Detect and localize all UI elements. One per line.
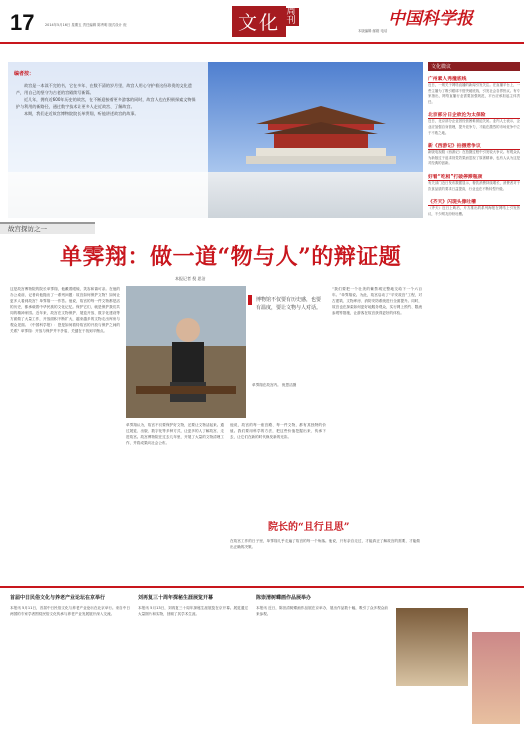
bottom-article-text: 本报讯 近日，陈崇清树蝶画作品展在京举办，展出作品数十幅，吸引了众多观众前来参观。 <box>256 606 388 616</box>
bottom-article-title: 刘再复三十周年探秘生涯展览开幕 <box>138 595 214 601</box>
bottom-article-text: 本报讯 5月13日，刘再复三十周年探秘生涯展览在京开幕。展览通过大量图片和实物，回顾了其学术生涯。 <box>138 606 248 616</box>
palace-building-icon <box>246 102 396 164</box>
editor-line: 本版编辑 邮箱 电话 <box>358 29 388 33</box>
sidebar-item <box>428 198 520 217</box>
artwork-photo <box>396 608 468 686</box>
article-column-3: 他说，故宫的每一座宫殿、每一件文物，都有其独特的价值。我们要用科学的方法，把这些价值挖掘出来、传承下去，让它们在新的时代焕发新的光彩。 <box>230 423 326 439</box>
sidebar-item-text: 《齐天》近日上映后，片方推出的系列海报在网络上引发热议，不少网友纷纷吐槽。 <box>428 206 520 216</box>
sidebar-item-text: 近日，一则关于网络直播的新闻引发关注。在直播平台上，一些主播为了吸引眼球不惜突破底线，引发社会各界热议。有专家指出，网络直播行业需要加强规范，平台应承担起主体责任。 <box>428 83 520 104</box>
sidebar-item <box>428 75 520 105</box>
eyebrow-label: 故宫探访之一 <box>8 225 47 233</box>
sidebar-item-text: 近日，北京部分企业因经营困难被迫关闭。业内人士表示，企业应加强自身管理，提升竞争力，才能在激烈的市场竞争中立于不败之地。 <box>428 119 520 135</box>
intro-paragraph: 故宫是一本读不完的书，它在多年、在数不清的岁月里，故宫人用心守护着这份珍贵的文化遗产，用自己的坚守为古老的宫殿续写新篇。 <box>16 83 192 95</box>
byline: 本报记者 倪 思洁 <box>175 276 206 281</box>
issue-info: 2014年5月16日 星期五 责任编辑 陈秀明 版式设计 倪 <box>45 23 127 27</box>
bottom-article-title: 首届中日民俗文化与养老产业论坛在京举行 <box>10 595 106 601</box>
sidebar-item-text: 新版电视剧《西游记》在拍摄过程中引发较大争议。有观众认为新版过于追求视觉效果而忽视了原著精神，也有人认为这是对经典的创新。 <box>428 150 520 166</box>
sub-article-text: 在故宫工作的日子里，单霁翔几乎走遍了故宫的每一个角落。他说，只有亲自走过，才能真正了解故宫的需要，才能做出正确的决策。 <box>230 539 420 549</box>
article-column-4: “我们要把一个壮美的紫禁城完整地交给下一个六百年。”单霁翔说。为此，故宫启动了“平安故宫”工程，对古建筑、文物库房、消防安防系统进行全面提升。同时，故宫也在探索如何更好地服务观众，实行网上预约、限流参观等措施，让游客在故宫获得更好的体验。 <box>332 287 422 315</box>
bottom-article-1 <box>10 594 130 740</box>
portrait-photo <box>126 286 246 418</box>
section-weekly: 周刊 <box>283 8 299 26</box>
sidebar-item-title: 新《西游记》拍摄惹争议 <box>428 144 481 150</box>
section-title: 文化 <box>232 6 286 37</box>
sidebar-item <box>428 111 520 136</box>
sidebar <box>428 62 520 582</box>
sidebar-item <box>428 173 520 192</box>
pull-quote: 博物馆不仅要有历史感，也要有温度，要让文物与人对话。 <box>256 297 322 311</box>
sidebar-item-text: 有关部门近日发布数据显示，餐饮消费持续增长，消费者对于饮食品质的要求日益提高，行业也在不断转型升级。 <box>428 180 520 191</box>
intro-paragraph: 本期，我们走近故宫博物院院长单霁翔，听他讲述故宫的故事。 <box>24 111 139 116</box>
bottom-article-3 <box>256 594 388 740</box>
photo-caption: 单霁翔在故宫内。 倪思洁摄 <box>252 383 297 387</box>
intro-text <box>16 82 196 117</box>
sidebar-item-title: 《齐天》闪现头像吐槽 <box>428 200 476 206</box>
section-divider <box>0 586 524 588</box>
bottom-article-text: 本报讯 5月11日，首届中日民俗文化与养老产业论坛在北京举行。来自中日两国的专家学者围绕民俗文化传承与养老产业发展展开深入交流。 <box>10 606 130 616</box>
sidebar-item-title: 好看“吃相”打破停滞瓶颈 <box>428 174 483 180</box>
sidebar-item-title: 广州素人秀撞底线 <box>428 77 467 82</box>
paper-logo: 中国科学报 <box>388 9 473 29</box>
bottom-article-2 <box>138 594 248 740</box>
artwork-photo <box>472 632 520 724</box>
sidebar-item <box>428 142 520 167</box>
page-number: 17 <box>10 10 35 35</box>
sidebar-header: 文化微议 <box>428 62 520 71</box>
bottom-article-title: 陈崇清树蝶画作品展举办 <box>256 595 312 601</box>
headline: 单霁翔：做一道“物与人”的辩证题 <box>60 244 402 270</box>
hero-image <box>8 62 423 218</box>
article-column-1: 这是故宫博物院的院长单霁翔，他戴着眼镜，笑容和蔼可亲。在他的办公桌前，记者向他抛出了一系列问题：故宫如何保护文物？如何让更多人看到故宫？单霁翔一一作答。他说，故宫的每一件文物都是活的历史，都承载着中华民族的文化记忆。保护它们，就是保护我们共同的精神家园。近年来，故宫在文物保护、展览开放、数字化建设等方面做了大量工作，开放面积不断扩大，越来越多的文物走出库房与观众见面。《中国科学报》：您是如何看待故宫的开放与保护之间的关系？单霁翔：开放与保护并不矛盾，关键在于找到平衡点。 <box>10 287 120 333</box>
article-column-2: 单霁翔认为，故宫不仅要保护好文物，还要让文物活起来。通过展览、出版、数字化等多种方式，让更多的人了解故宫、走进故宫。故宫博物院在过去几年里，开展了大量的文物清理工作，并将成果向社会公布。 <box>126 423 224 445</box>
editor-note-tag: 编者按： <box>14 71 35 77</box>
sidebar-item-title: 北京部分日企欲沦为太保险 <box>428 113 486 119</box>
sub-headline: 院长的“且行且思” <box>268 522 350 533</box>
intro-paragraph: 近几年，拥有近600年历史的故宫，在不断迎接着更多游客的同时，故宫人也在积极探索文物保护与利用的新路径，通过数字技术让更多人走近故宫、了解故宫。 <box>16 97 196 109</box>
person-photo-icon <box>126 286 246 418</box>
